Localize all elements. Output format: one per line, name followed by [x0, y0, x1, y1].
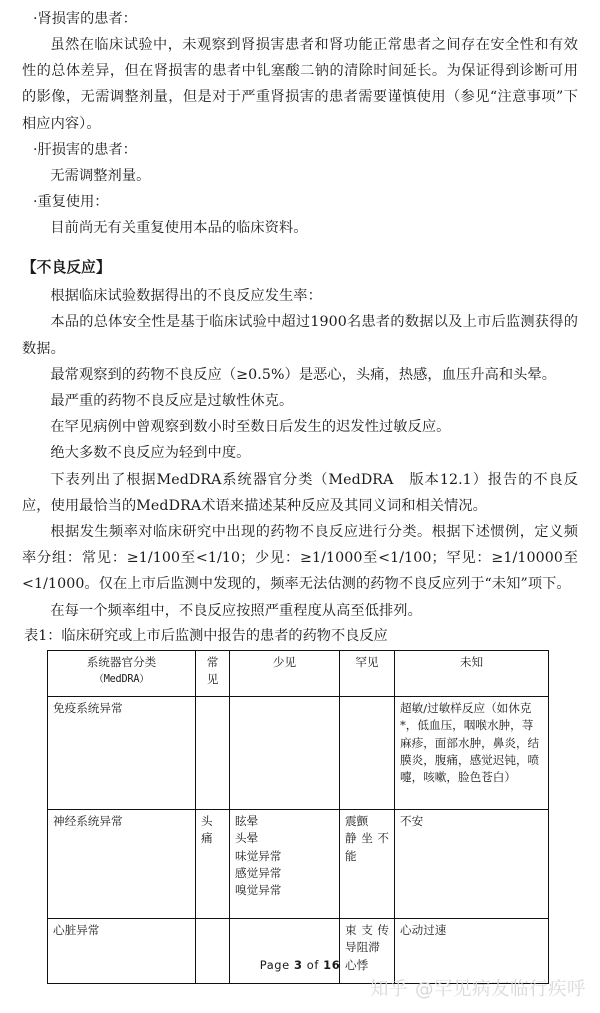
cell-uncommon-cardiac: [230, 918, 340, 983]
hepatic-bullet: ·肝损害的患者：: [33, 141, 137, 158]
list-item: 震颤: [345, 813, 369, 828]
watermark-handle: @罕见病友临行疾呼: [414, 979, 586, 1000]
list-item: 束支传导阻滞: [345, 922, 389, 955]
renal-paragraph: 虽然在临床试验中，未观察到肾损害患者和肾功能正常患者之间存在安全性和有效性的总体差异，但在肾损害的患者中钆塞酸二钠的清除时间延长。为保证得到诊断可用的影像，无需调整剂量，但是对于严重肾损害的患者需要谨慎使用（参见“注意事项”下相应内容）。: [22, 37, 578, 132]
table-row: [48, 809, 549, 918]
table-header-row: [48, 650, 549, 696]
footer-middle: of: [306, 958, 319, 972]
adverse-reactions-table: [47, 650, 549, 984]
cell-rare-nervous: [340, 809, 395, 918]
column-header-common: 常见: [196, 650, 230, 696]
footer-total-pages: 16: [323, 958, 341, 972]
cell-rare-immune: [340, 696, 395, 809]
cell-soc-immune: 免疫系统异常: [48, 696, 196, 809]
cell-uncommon-nervous: [230, 809, 340, 918]
list-item: 心悸: [345, 957, 369, 972]
column-header-soc: [48, 650, 196, 696]
list-item: 眩晕: [235, 813, 259, 828]
watermark-logo: 知乎: [369, 979, 408, 1000]
watermark: [370, 975, 586, 1001]
column-header-soc-line2: （MedDRA）: [93, 674, 150, 686]
adverse-paragraph-3: 最严重的药物不良反应是过敏性休克。: [50, 393, 294, 410]
cell-common-cardiac: [196, 918, 230, 983]
adverse-paragraph-ordering: 在每一个频率组中，不良反应按照严重程度从高至低排列。: [50, 602, 422, 619]
footer-prefix: Page: [259, 958, 290, 972]
adverse-paragraph-5: 绝大多数不良反应为轻到中度。: [50, 445, 251, 462]
adverse-paragraph-0: 根据临床试验数据得出的不良反应发生率：: [50, 288, 322, 305]
cell-common-nervous: 头痛: [196, 809, 230, 918]
list-item: 头晕: [235, 831, 259, 846]
page-footer: [0, 958, 600, 972]
list-item: 静坐不能: [345, 831, 389, 863]
cell-soc-cardiac: 心脏异常: [48, 918, 196, 983]
table-body: [48, 696, 549, 983]
list-item: 味觉异常: [235, 848, 282, 863]
renal-bullet: ·肾损害的患者：: [33, 11, 137, 27]
column-header-unknown: 未知: [395, 650, 549, 696]
hepatic-paragraph: 无需调整剂量。: [50, 167, 151, 184]
adverse-paragraph-4: 在罕见病例中曾观察到数小时至数日后发生的迟发性过敏反应。: [50, 419, 451, 436]
footer-page-number: 3: [293, 958, 303, 972]
list-item: 嗅觉异常: [235, 883, 282, 898]
cell-soc-nervous: 神经系统异常: [48, 809, 196, 918]
cell-unknown-nervous: 不安: [395, 809, 549, 918]
cell-rare-cardiac: [340, 918, 395, 983]
column-header-soc-line1: 系统器官分类: [86, 654, 157, 669]
repeat-use-bullet: ·重复使用：: [33, 194, 109, 211]
column-header-rare: 罕见: [340, 650, 395, 696]
cell-uncommon-immune: [230, 696, 340, 809]
adverse-paragraph-2: 最常观察到的药物不良反应（≥0.5%）是恶心，头痛，热感，血压升高和头晕。: [50, 366, 557, 383]
cell-common-immune: [196, 696, 230, 809]
list-item: 感觉异常: [235, 866, 282, 881]
column-header-uncommon: 少见: [230, 650, 340, 696]
cell-unknown-immune: 超敏/过敏样反应（如休克*，低血压，咽喉水肿，荨麻疹，面部水肿，鼻炎，结膜炎，腹痛，感觉迟钝，喷嚏，咳嗽，脸色苍白）: [395, 696, 549, 809]
table-header: [48, 650, 549, 696]
table-row: [48, 696, 549, 809]
adverse-paragraph-frequency: 根据发生频率对临床研究中出现的药物不良反应进行分类。根据下述惯例，定义频率分组：常见：≥1/100至<1/10；少见：≥1/1000至<1/100；罕见：≥1/10000至<1/1000。仅在上市后监测中发现的，频率无法估测的药物不良反应列于“未知”项下。: [22, 524, 578, 593]
adverse-paragraph-meddra: 下表列出了根据MedDRA系统器官分类（MedDRA 版本12.1）报告的不良反应，使用最恰当的MedDRA术语来描述某种反应及其同义词和相关情况。: [22, 471, 578, 514]
adverse-paragraph-1: 本品的总体安全性是基于临床试验中超过1900名患者的数据以及上市后监测获得的数据。: [22, 314, 578, 357]
adverse-reactions-heading: 【不良反应】: [22, 259, 111, 277]
cell-unknown-cardiac: 心动过速: [395, 918, 549, 983]
table-caption: 表1：临床研究或上市后监测中报告的患者的药物不良反应: [24, 627, 388, 644]
table-row: [48, 918, 549, 983]
repeat-use-paragraph: 目前尚无有关重复使用本品的临床资料。: [50, 220, 308, 237]
